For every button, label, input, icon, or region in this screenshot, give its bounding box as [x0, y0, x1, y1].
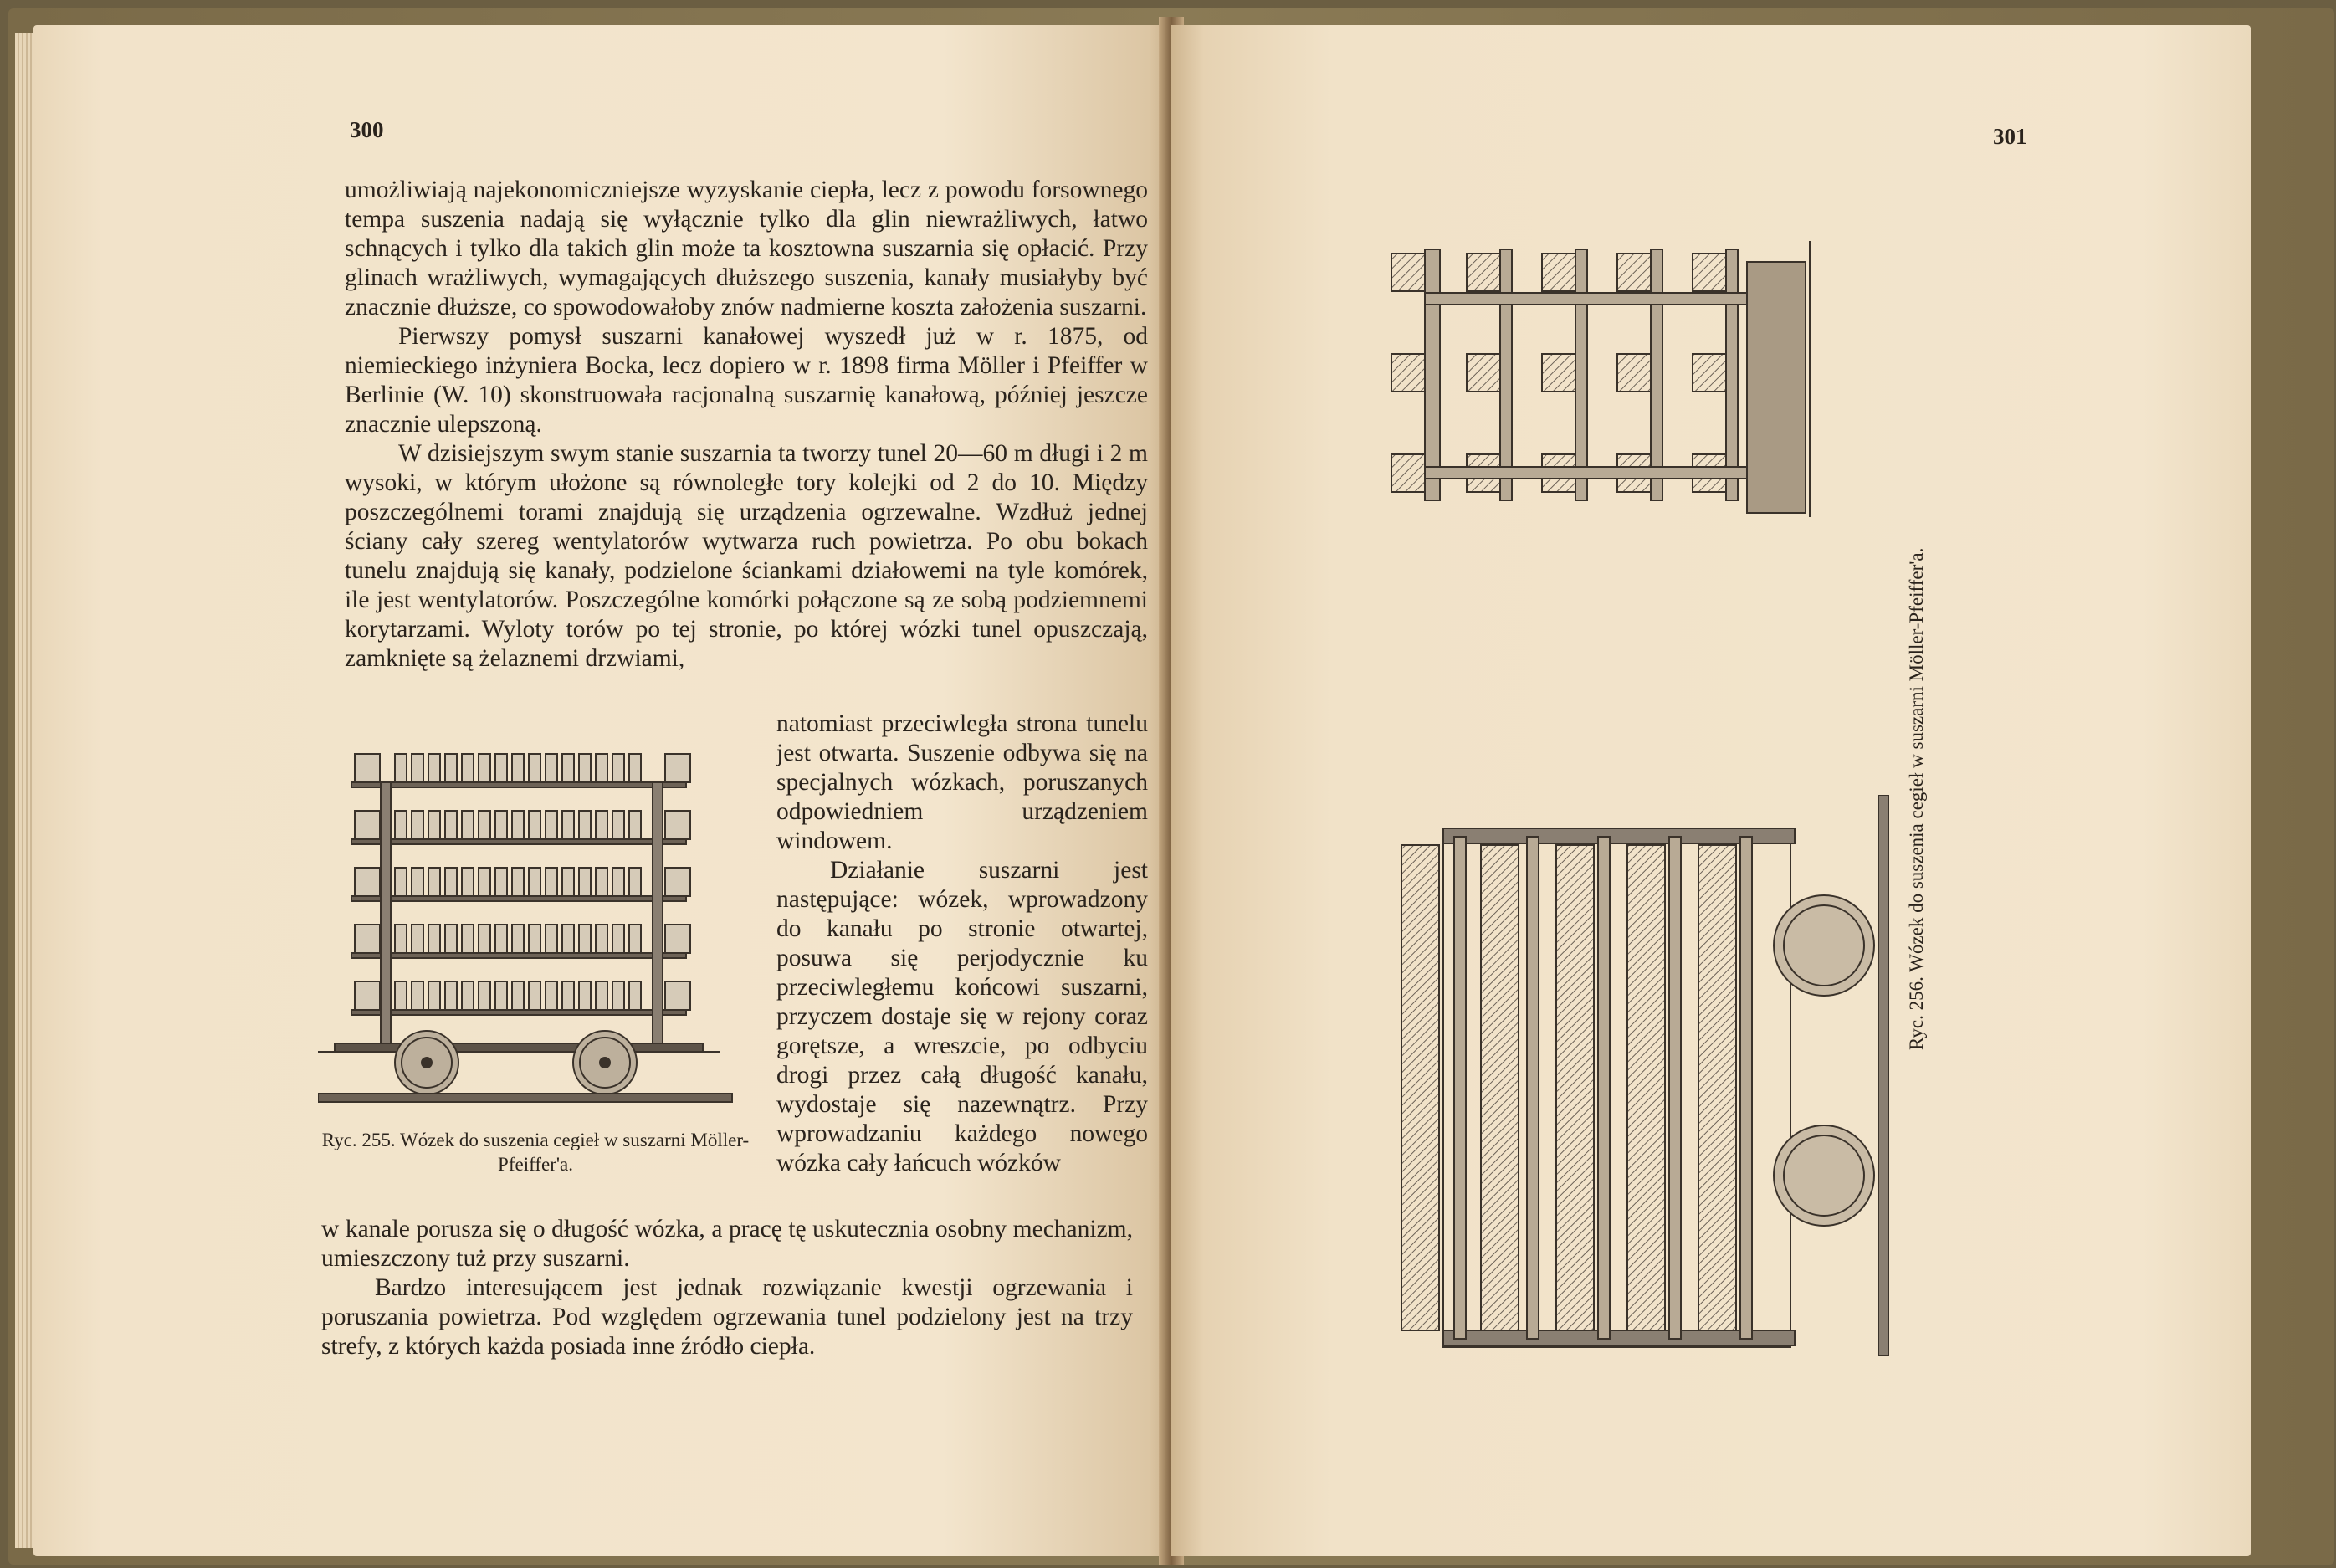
paragraph: natomiast przeciwległa strona tunelu jest otwarta. Suszenie odbywa się na specjalnych wózkach, poruszanych odpowiedniem urządzeniem windowem. [776, 710, 1148, 854]
paragraph: W dzisiejszym swym stanie suszarnia ta tworzy tunel 20—60 m długi i 2 m wysoki, w którym ułożone są równoległe tory kolejki od 2 do 10. Między poszczególnemi torami znajdują się urządzenia ogrzewalne. Wzdłuż jednej ściany cały szereg wentylatorów wytwarza ruch powietrza. Po obu bokach tunelu znajdują się kanały, podzielone ściankami działowemi na tyle komórek, ile jest wentylatorów. Poszczególne komórki połączone są ze sobą podziemnemi korytarzami. Wyloty torów po tej stronie, po której wózki tunel opuszczają, zamknięte są żelaznemi drzwiami, [345, 440, 1148, 672]
figure-drying-cart [318, 740, 786, 1125]
right-page [1171, 25, 2251, 1556]
paragraph: Działanie suszarni jest następujące: wózek, wprowadzony do kanału po stronie otwartej, posuwa się perjodycznie ku przeciwległemu końcowi suszarni, przyczem dostaje się w rejony coraz gorętsze, a wreszcie, po odbyciu drogi przez całą długość kanału, wydostaje się nazewnątrz. Przy wprowadzaniu każdego nowego wózka cały łańcuch wózków [776, 857, 1148, 1176]
paragraph: w kanale porusza się o długość wózka, a pracę tę uskutecznia osobny mechanizm, umieszczony tuż przy suszarni. [321, 1216, 1133, 1272]
figure-caption-rotated: Ryc. 256. Wózek do suszenia cegieł w suszarni Möller-Pfeiffer'a. [1906, 547, 1927, 1050]
figure-cart-side-view [1397, 795, 1916, 1364]
paragraph: Pierwszy pomysł suszarni kanałowej wyszedł już w r. 1875, od niemieckiego inżyniera Bocka, lecz dopiero w r. 1898 firma Möller i Pfeiffer w Berlinie (W. 10) skonstruowała racjonalną suszarnię kanałową, później jeszcze znacznie ulepszoną. [345, 323, 1148, 438]
page-number: 301 [1993, 124, 2027, 149]
figure-caption: Ryc. 255. Wózek do suszenia cegieł w suszarni Möller-Pfeiffer'a. [321, 1130, 750, 1175]
body-text-top [345, 176, 1148, 674]
figure-cart-plan-view [1387, 216, 1814, 551]
page-number: 300 [350, 117, 384, 142]
body-text-bottom [321, 1215, 1133, 1361]
left-page [33, 25, 1171, 1556]
paragraph: Bardzo interesującem jest jednak rozwiązanie kwestji ogrzewania i poruszania powietrza. Pod względem ogrzewania tunel podzielony jest na trzy strefy, z których każda posiada inne źródło ciepła. [321, 1274, 1133, 1360]
body-text-column [776, 710, 1148, 1178]
paragraph: umożliwiają najekonomiczniejsze wyzyskanie ciepła, lecz z powodu forsownego tempa suszenia nadają się wyłącznie tylko dla glin niewrażliwych, łatwo schnących i tylko dla takich glin może ta kosztowna suszarnia się opłacić. Przy glinach wrażliwych, wymagających dłuższego suszenia, kanały musiałyby być znacznie dłuższe, co spowodowałoby znów nadmierne koszta założenia suszarni. [345, 177, 1148, 320]
